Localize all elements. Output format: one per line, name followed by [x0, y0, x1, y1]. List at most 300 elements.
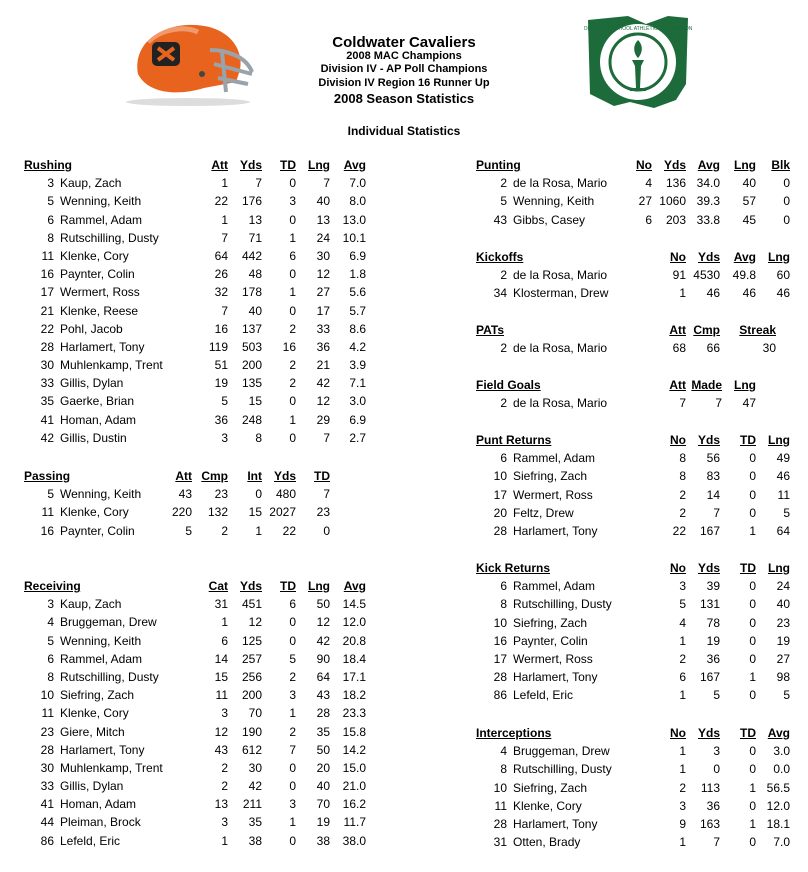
- header-line-3: Division IV Region 16 Runner Up: [318, 77, 490, 89]
- stat-value: 42: [316, 633, 330, 648]
- stat-value: 31: [214, 597, 228, 612]
- stat-value: 2: [289, 669, 296, 684]
- stat-value: 7: [221, 303, 228, 318]
- table-row: [0, 394, 808, 412]
- stat-value: 36: [706, 798, 720, 813]
- stat-value: 0.0: [773, 762, 790, 777]
- stat-value: 1: [221, 212, 228, 227]
- stat-value: 3: [289, 797, 296, 812]
- jersey-number: 2: [500, 341, 507, 356]
- stat-value: 8.6: [349, 321, 366, 336]
- player-name: Harlamert, Tony: [513, 816, 598, 831]
- table-row: [0, 284, 808, 302]
- stat-value: 18.4: [342, 651, 366, 666]
- stat-value: 7: [221, 230, 228, 245]
- stat-value: 5: [221, 394, 228, 409]
- player-name: Rammel, Adam: [513, 451, 596, 466]
- table-row: [0, 504, 808, 522]
- player-name: Gibbs, Casey: [513, 212, 586, 227]
- stat-value: 200: [241, 688, 262, 703]
- jersey-number: 2: [500, 176, 507, 191]
- stat-value: 48: [248, 267, 262, 282]
- stat-value: 70: [316, 797, 330, 812]
- player-name: Harlamert, Tony: [60, 339, 145, 354]
- player-name: Muhlenkamp, Trent: [60, 358, 163, 373]
- stat-value: 1: [255, 523, 262, 538]
- player-name: Kaup, Zach: [60, 176, 122, 191]
- stat-value: 1: [289, 285, 296, 300]
- stat-value: 13: [316, 212, 330, 227]
- stat-value: 5.6: [349, 285, 366, 300]
- stat-value: 167: [699, 670, 720, 685]
- player-name: Siefring, Zach: [513, 469, 588, 484]
- stat-value: 0: [749, 597, 756, 612]
- jersey-number: 41: [40, 797, 54, 812]
- stat-value: 15: [214, 669, 228, 684]
- stat-value: 23: [776, 615, 790, 630]
- stat-value: 40: [248, 303, 262, 318]
- stat-value: 2: [289, 358, 296, 373]
- stat-value: 33.8: [696, 212, 720, 227]
- stat-value: 1: [289, 412, 296, 427]
- stat-value: 64: [316, 669, 330, 684]
- player-name: Rutschilling, Dusty: [513, 762, 612, 777]
- receiving-col-header: TD: [280, 579, 296, 593]
- interceptions-section-title: Interceptions: [476, 726, 552, 740]
- stat-value: 27: [638, 194, 652, 209]
- receiving-col-header: Avg: [343, 579, 366, 593]
- rushing-col-header: Yds: [239, 158, 262, 172]
- punt-returns-table: [0, 431, 808, 540]
- stat-value: 0: [289, 430, 296, 445]
- stat-value: 6: [679, 670, 686, 685]
- stat-value: 0: [749, 505, 756, 520]
- punting-col-header: Lng: [734, 158, 756, 172]
- kickoffs-section-title: Kickoffs: [476, 250, 524, 264]
- jersey-number: 30: [40, 760, 54, 775]
- pats-col-header: Cmp: [693, 323, 720, 337]
- stat-value: 2027: [269, 505, 296, 520]
- stat-value: 5: [679, 597, 686, 612]
- stat-value: 2: [289, 321, 296, 336]
- interceptions-table: [0, 724, 808, 851]
- player-name: Klenke, Cory: [60, 505, 129, 520]
- interceptions-col-header: Yds: [697, 726, 720, 740]
- jersey-number: 21: [40, 303, 54, 318]
- stat-value: 6.9: [349, 412, 366, 427]
- player-name: Rammel, Adam: [513, 579, 596, 594]
- player-name: Rutschilling, Dusty: [60, 230, 159, 245]
- stat-value: 3: [713, 744, 720, 759]
- jersey-number: 31: [493, 835, 507, 850]
- table-row: [0, 797, 808, 815]
- stat-value: 91: [672, 268, 686, 283]
- stat-value: 35: [316, 724, 330, 739]
- stat-value: 0: [749, 798, 756, 813]
- punting-header-row: [0, 156, 808, 174]
- stat-value: 8: [255, 430, 262, 445]
- player-name: Siefring, Zach: [60, 688, 135, 703]
- table-row: [0, 522, 808, 540]
- stat-value: 0: [289, 760, 296, 775]
- stat-value: 26: [214, 267, 228, 282]
- player-name: Homan, Adam: [60, 797, 137, 812]
- stat-value: 12.0: [342, 615, 366, 630]
- stat-value: 2: [221, 760, 228, 775]
- pats-table: [0, 321, 808, 357]
- stat-value: 17.1: [342, 669, 366, 684]
- player-name: Bruggeman, Drew: [60, 615, 157, 630]
- stat-value: 0: [289, 176, 296, 191]
- kickoffs-table: [0, 248, 808, 303]
- jersey-number: 3: [47, 176, 54, 191]
- stat-value: 46: [776, 286, 790, 301]
- rushing-section-title: Rushing: [24, 158, 72, 172]
- stat-value: 12: [248, 615, 262, 630]
- player-name: Wermert, Ross: [513, 487, 593, 502]
- stat-value: 40: [316, 779, 330, 794]
- stat-value: 442: [241, 248, 262, 263]
- stat-value: 13: [248, 212, 262, 227]
- table-row: [0, 632, 808, 650]
- stat-value: 49.8: [732, 268, 756, 283]
- stat-value: 20.8: [342, 633, 366, 648]
- player-name: Wenning, Keith: [60, 487, 142, 502]
- jersey-number: 6: [47, 651, 54, 666]
- stat-value: 14: [706, 487, 720, 502]
- jersey-number: 17: [493, 487, 507, 502]
- passing-col-header: Cmp: [201, 469, 228, 483]
- jersey-number: 28: [493, 816, 507, 831]
- stat-value: 6: [645, 212, 652, 227]
- stat-value: 34.0: [696, 176, 720, 191]
- stat-value: 0: [783, 212, 790, 227]
- pats-header-row: [0, 321, 808, 339]
- stat-value: 19: [316, 815, 330, 830]
- stat-value: 0: [783, 176, 790, 191]
- stat-value: 51: [214, 358, 228, 373]
- stat-value: 12: [316, 394, 330, 409]
- stat-value: 43: [316, 688, 330, 703]
- stat-value: 68: [672, 341, 686, 356]
- punting-col-header: Avg: [697, 158, 720, 172]
- stat-value: 1: [289, 230, 296, 245]
- stat-value: 220: [171, 505, 192, 520]
- stat-value: 6: [289, 597, 296, 612]
- kickreturns-col-header: TD: [740, 561, 756, 575]
- stat-value: 1: [221, 615, 228, 630]
- jersey-number: 86: [493, 688, 507, 703]
- stat-value: 3: [221, 706, 228, 721]
- stat-value: 190: [241, 724, 262, 739]
- player-name: Klenke, Reese: [60, 303, 139, 318]
- stat-value: 2: [221, 523, 228, 538]
- stat-value: 49: [776, 451, 790, 466]
- stat-value: 2: [679, 651, 686, 666]
- stat-value: 47: [742, 396, 756, 411]
- kickreturns-header-row: [0, 559, 808, 577]
- stat-value: 7: [713, 505, 720, 520]
- jersey-number: 11: [41, 248, 54, 263]
- stat-value: 14.5: [342, 597, 366, 612]
- stat-value: 2: [221, 779, 228, 794]
- kickreturns-col-header: No: [670, 561, 686, 575]
- stat-value: 3.9: [349, 358, 366, 373]
- passing-col-header: Int: [247, 469, 262, 483]
- stat-value: 23: [316, 505, 330, 520]
- stat-value: 45: [742, 212, 756, 227]
- stat-value: 3: [679, 798, 686, 813]
- stat-value: 5.7: [349, 303, 366, 318]
- stat-value: 0: [749, 633, 756, 648]
- fieldgoals-col-header: Lng: [734, 378, 756, 392]
- table-row: [0, 449, 808, 467]
- stat-value: 7: [679, 396, 686, 411]
- stat-value: 0: [289, 615, 296, 630]
- passing-section-title: Passing: [24, 469, 71, 483]
- stat-value: 1.8: [349, 267, 366, 282]
- stat-value: 176: [241, 194, 262, 209]
- stat-value: 64: [214, 248, 228, 263]
- table-row: [0, 467, 808, 485]
- stat-value: 3: [289, 688, 296, 703]
- stat-value: 1: [679, 744, 686, 759]
- jersey-number: 28: [493, 523, 507, 538]
- kickoffs-header-row: [0, 248, 808, 266]
- stat-value: 136: [665, 176, 686, 191]
- stat-value: 29: [316, 412, 330, 427]
- pats-section-title: PATs: [476, 323, 505, 337]
- fieldgoals-section-title: Field Goals: [476, 378, 541, 392]
- jersey-number: 8: [500, 762, 507, 777]
- stat-value: 10.1: [342, 230, 366, 245]
- table-row: [0, 614, 808, 632]
- stat-value: 46: [706, 286, 720, 301]
- svg-text:OHIO HIGH SCHOOL ATHLETIC ASSO: OHIO HIGH SCHOOL ATHLETIC ASSOCIATION: [584, 26, 693, 32]
- player-name: Gillis, Dustin: [60, 430, 127, 445]
- stat-value: 15.8: [342, 724, 366, 739]
- stat-value: 7: [713, 835, 720, 850]
- kickoffs-col-header: Yds: [697, 250, 720, 264]
- stat-value: 14.2: [342, 742, 366, 757]
- stat-value: 13: [214, 797, 228, 812]
- player-name: Otten, Brady: [513, 835, 581, 850]
- jersey-number: 30: [40, 358, 54, 373]
- interceptions-header-row: [0, 724, 808, 742]
- player-name: Paynter, Colin: [60, 523, 135, 538]
- jersey-number: 16: [40, 267, 54, 282]
- stat-value: 57: [742, 194, 756, 209]
- table-row: [0, 174, 808, 192]
- stat-value: 0: [749, 651, 756, 666]
- stat-value: 70: [248, 706, 262, 721]
- stat-value: 8: [679, 469, 686, 484]
- stat-value: 27: [776, 651, 790, 666]
- table-row: [0, 192, 808, 210]
- player-name: de la Rosa, Mario: [513, 176, 608, 191]
- table-row: [0, 211, 808, 229]
- passing-col-header: Att: [175, 469, 192, 483]
- stat-value: 38: [316, 833, 330, 848]
- stat-value: 24: [316, 230, 330, 245]
- stat-value: 2.7: [349, 430, 366, 445]
- stat-value: 7.1: [349, 376, 366, 391]
- stat-value: 1: [749, 523, 756, 538]
- punting-col-header: Blk: [771, 158, 790, 172]
- stat-value: 7: [255, 176, 262, 191]
- table-row: [0, 815, 808, 833]
- stat-value: 12.0: [766, 798, 790, 813]
- stat-value: 0: [289, 394, 296, 409]
- player-name: Siefring, Zach: [513, 780, 588, 795]
- stat-value: 119: [208, 339, 228, 354]
- stat-value: 0: [713, 762, 720, 777]
- table-row: [0, 339, 808, 357]
- jersey-number: 33: [40, 779, 54, 794]
- player-name: Rammel, Adam: [60, 212, 143, 227]
- jersey-number: 28: [40, 742, 54, 757]
- rushing-col-header: Att: [211, 158, 228, 172]
- stat-value: 0: [749, 451, 756, 466]
- stat-value: 0: [749, 487, 756, 502]
- jersey-number: 8: [500, 597, 507, 612]
- puntreturns-col-header: Lng: [768, 433, 790, 447]
- stat-value: 1: [289, 815, 296, 830]
- stat-value: 1: [679, 633, 686, 648]
- puntreturns-col-header: Yds: [697, 433, 720, 447]
- stat-value: 200: [241, 358, 262, 373]
- stat-value: 71: [248, 230, 262, 245]
- header-line-2: Division IV - AP Poll Champions: [320, 63, 488, 75]
- jersey-number: 5: [47, 487, 54, 502]
- stat-value: 15: [248, 505, 262, 520]
- jersey-number: 4: [47, 615, 54, 630]
- player-name: de la Rosa, Mario: [513, 268, 608, 283]
- jersey-number: 6: [47, 212, 54, 227]
- player-name: Homan, Adam: [60, 412, 137, 427]
- stat-value: 5: [185, 523, 192, 538]
- stat-value: 0: [289, 303, 296, 318]
- table-row: [0, 833, 808, 851]
- player-name: Kaup, Zach: [60, 597, 122, 612]
- jersey-number: 16: [493, 633, 507, 648]
- stat-value: 21.0: [342, 779, 366, 794]
- section-title-individual: Individual Statistics: [347, 124, 461, 138]
- stat-value: 2: [679, 780, 686, 795]
- stat-value: 125: [241, 633, 262, 648]
- stat-value: 39: [706, 579, 720, 594]
- player-name: Paynter, Colin: [513, 633, 588, 648]
- stat-value: 4: [645, 176, 652, 191]
- jersey-number: 5: [47, 194, 54, 209]
- punting-section-title: Punting: [476, 158, 521, 172]
- stat-value: 16: [282, 339, 296, 354]
- stat-value: 42: [248, 779, 262, 794]
- header-line-1: 2008 MAC Champions: [346, 50, 462, 62]
- stat-value: 36: [214, 412, 228, 427]
- stat-value: 22: [672, 523, 686, 538]
- player-name: Bruggeman, Drew: [513, 744, 610, 759]
- stat-value: 503: [241, 339, 262, 354]
- passing-col-header: Yds: [273, 469, 296, 483]
- stat-value: 167: [699, 523, 720, 538]
- stat-value: 21: [316, 358, 330, 373]
- player-name: Giere, Mitch: [60, 724, 125, 739]
- stat-value: 39.3: [696, 194, 720, 209]
- stat-value: 2: [679, 505, 686, 520]
- stat-value: 64: [776, 523, 790, 538]
- stat-value: 211: [242, 797, 262, 812]
- stat-value: 46: [776, 469, 790, 484]
- stat-value: 0: [749, 615, 756, 630]
- kickreturns-col-header: Lng: [768, 561, 790, 575]
- stat-value: 43: [178, 487, 192, 502]
- stat-value: 256: [241, 669, 262, 684]
- stat-value: 38.0: [342, 833, 366, 848]
- stat-value: 6.9: [349, 248, 366, 263]
- interceptions-col-header: TD: [740, 726, 756, 740]
- stat-value: 90: [316, 651, 330, 666]
- interceptions-col-header: Avg: [767, 726, 790, 740]
- jersey-number: 6: [500, 451, 507, 466]
- stat-value: 203: [665, 212, 686, 227]
- player-name: Pleiman, Brock: [60, 815, 141, 830]
- stat-value: 3.0: [773, 744, 790, 759]
- stat-value: 15.0: [342, 760, 366, 775]
- jersey-number: 22: [40, 321, 54, 336]
- stat-value: 113: [700, 780, 720, 795]
- stat-value: 9: [679, 816, 686, 831]
- stat-value: 7: [323, 487, 330, 502]
- stat-value: 83: [706, 469, 720, 484]
- stat-value: 1: [749, 670, 756, 685]
- stat-value: 19: [706, 633, 720, 648]
- stat-value: 135: [241, 376, 262, 391]
- jersey-number: 5: [47, 633, 54, 648]
- stat-value: 137: [241, 321, 262, 336]
- stat-value: 6: [221, 633, 228, 648]
- stat-value: 4.2: [349, 339, 366, 354]
- jersey-number: 11: [41, 706, 54, 721]
- jersey-number: 6: [500, 579, 507, 594]
- kickoffs-col-header: Lng: [768, 250, 790, 264]
- stat-value: 7.0: [349, 176, 366, 191]
- stat-value: 50: [316, 597, 330, 612]
- table-row: [0, 229, 808, 247]
- player-name: Harlamert, Tony: [513, 670, 598, 685]
- stat-value: 1: [289, 706, 296, 721]
- stat-value: 0: [323, 523, 330, 538]
- stat-value: 451: [241, 597, 262, 612]
- jersey-number: 4: [500, 744, 507, 759]
- stat-value: 0: [289, 633, 296, 648]
- stat-value: 1: [221, 176, 228, 191]
- stat-value: 11: [777, 487, 790, 502]
- table-row: [0, 486, 808, 504]
- jersey-number: 28: [493, 670, 507, 685]
- rushing-col-header: Lng: [308, 158, 330, 172]
- stat-value: 30: [248, 760, 262, 775]
- stat-value: 66: [706, 341, 720, 356]
- stat-value: 11: [215, 688, 228, 703]
- table-row: [0, 356, 808, 374]
- jersey-number: 86: [40, 833, 54, 848]
- fieldgoals-col-header: Att: [669, 378, 686, 392]
- player-name: Paynter, Colin: [60, 267, 135, 282]
- stat-value: 3: [221, 430, 228, 445]
- stat-value: 2: [679, 487, 686, 502]
- stat-value: 248: [241, 412, 262, 427]
